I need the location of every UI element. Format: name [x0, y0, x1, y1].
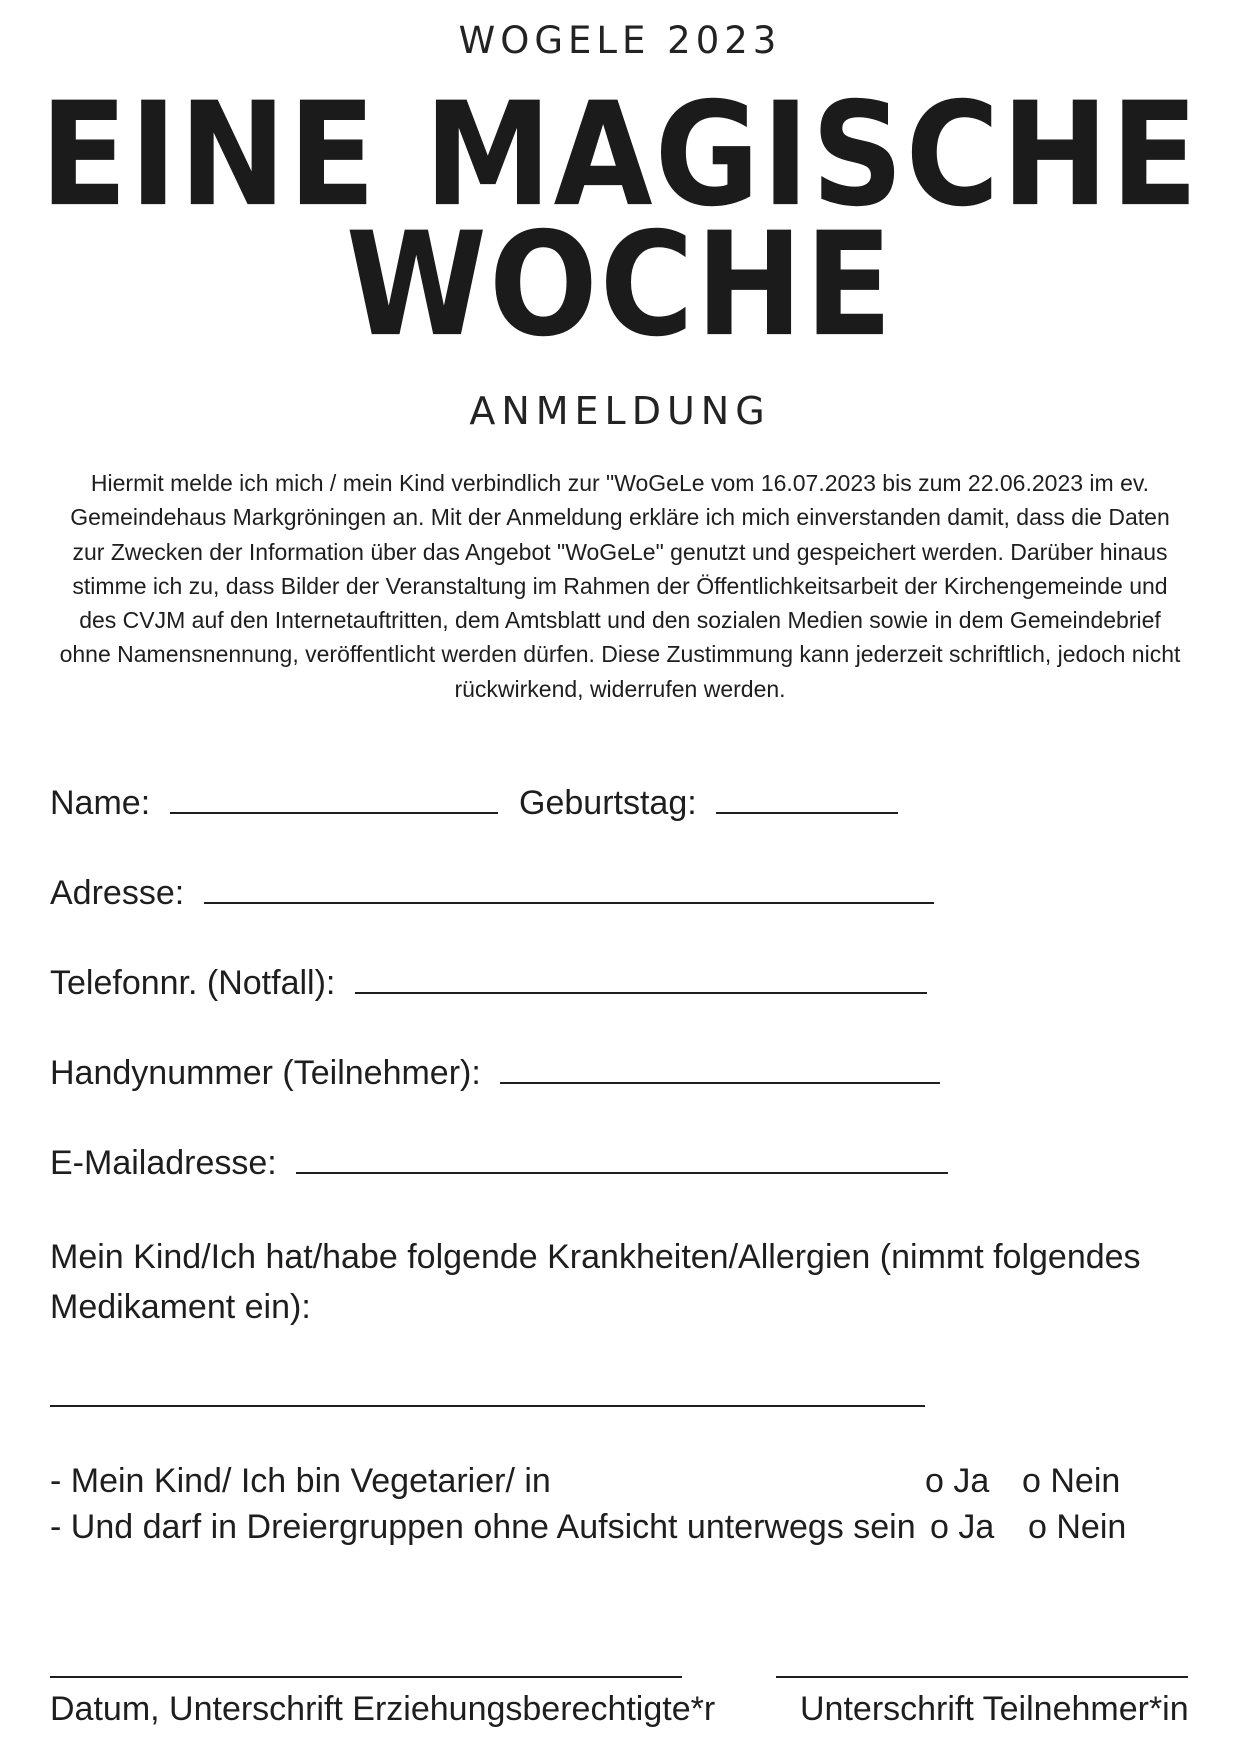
consent-text: Hiermit melde ich mich / mein Kind verbindlich zur "WoGeLe vom 16.07.2023 bis zum 22.06.2023 im ev. Gemeindehaus Markgröningen an. Mit der Anmeldung erkläre ich mich einverstanden damit, dass die Daten zur Zwecken der Information über das Angebot "WoGeLe" genutzt und gespeichert werden. Darüber hinaus stimme ich zu, dass Bilder der Veranstaltung im Rahmen der Öffentlichkeitsarbeit der Kirchengemeinde und des CVJM auf den Internetauftritten, dem Amtsblatt und den sozialen Medien sowie in dem Gemeindebrief ohne Namensnennung, veröffentlicht werden dürfen. Diese Zustimmung kann jederzeit schriftlich, jedoch nicht rückwirkend, widerrufen werden.	[59, 470, 1181, 702]
health-question: Mein Kind/Ich hat/habe folgende Krankheiten/Allergien (nimmt folgendes Medikament ein):	[50, 1238, 1141, 1326]
email-row	[50, 1142, 948, 1180]
unsupervised-group-question: - Und darf in Dreiergruppen ohne Aufsicht unterwegs sein	[50, 1508, 916, 1546]
parent-signature-label: Datum, Unterschrift Erziehungsberechtigte*r	[50, 1690, 716, 1728]
vegetarian-question: - Mein Kind/ Ich bin Vegetarier/ in	[50, 1462, 551, 1500]
name-field[interactable]	[170, 782, 498, 814]
name-birthday-row	[50, 782, 898, 820]
unsupervised-group-no-option[interactable]: o Nein	[1028, 1508, 1127, 1546]
headline-line-1: EINE MAGISCHE	[40, 72, 1200, 239]
mobile-field[interactable]	[500, 1052, 940, 1084]
emergency-phone-label: Telefonnr. (Notfall):	[50, 964, 336, 1002]
mobile-label: Handynummer (Teilnehmer):	[50, 1054, 481, 1092]
emergency-phone-row	[50, 962, 927, 1000]
vegetarian-yes-option[interactable]: o Ja	[925, 1462, 990, 1500]
parent-signature-line[interactable]	[50, 1676, 682, 1678]
address-row	[50, 872, 934, 910]
email-field[interactable]	[296, 1142, 948, 1174]
section-title: ANMELDUNG	[469, 389, 771, 433]
mobile-row	[50, 1052, 940, 1090]
emergency-phone-field[interactable]	[355, 962, 927, 994]
headline-line-2: WOCHE	[345, 202, 895, 369]
participant-signature-label: Unterschrift Teilnehmer*in	[800, 1690, 1189, 1728]
address-field[interactable]	[204, 872, 934, 904]
name-label: Name:	[50, 784, 151, 822]
vegetarian-no-option[interactable]: o Nein	[1022, 1462, 1121, 1500]
vegetarian-row	[50, 1464, 1200, 1504]
participant-signature-line[interactable]	[776, 1676, 1188, 1678]
eyebrow-title: WOGELE 2023	[458, 19, 782, 62]
birthday-field[interactable]	[716, 782, 898, 814]
email-label: E-Mailadresse:	[50, 1144, 277, 1182]
health-answer-field[interactable]	[50, 1405, 925, 1407]
unsupervised-group-row	[50, 1510, 1200, 1550]
birthday-label: Geburtstag:	[519, 784, 697, 822]
unsupervised-group-yes-option[interactable]: o Ja	[930, 1508, 995, 1546]
address-label: Adresse:	[50, 874, 185, 912]
